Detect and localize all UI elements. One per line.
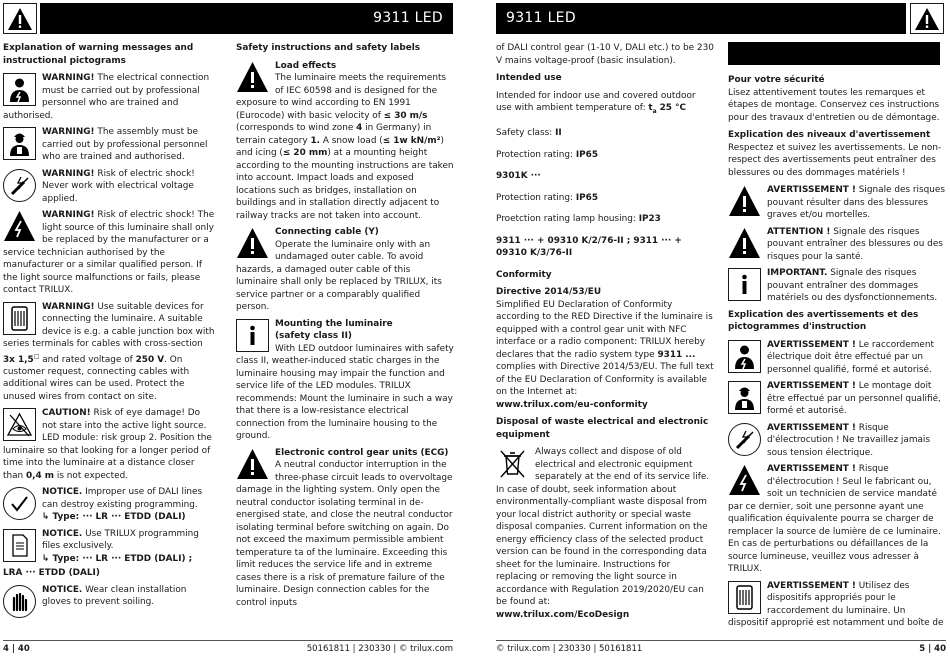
warning-text: Signale des risques pouvant résulter dans des blessures graves et/ou mortelles. — [767, 185, 945, 220]
left-column-2 — [236, 42, 454, 613]
notice-type: ↳ Type: ··· LR ··· ETDD (DALI) ; — [42, 553, 193, 564]
page-number: 4 | 40 — [3, 644, 30, 654]
notice-text: Signale des risques pouvant entraîner des dommages matériels ou des dysfonctionnements. — [767, 268, 938, 303]
connecting-cable-section — [236, 226, 454, 314]
protection-rating-label: Protection rating: — [496, 149, 574, 160]
electrician-icon — [728, 340, 761, 373]
header-title: 9311 LED — [496, 3, 906, 34]
caution-eye-damage — [3, 407, 217, 482]
warning-label: AVERTISSEMENT ! — [767, 339, 856, 350]
left-page — [0, 0, 462, 659]
radio-system-type: 9311 ... — [657, 349, 696, 360]
gloves-icon — [3, 585, 36, 618]
right-page — [494, 0, 950, 659]
body-text: Respectez et suivez les avertissements. Le non-respect des avertissements peut entraîner des blessures ou des dommages matériels ! — [728, 142, 942, 178]
warning-text: Le raccordement électrique doit être effectué par un personnel qualifié, formé et autorisé. — [767, 339, 934, 375]
warning-label: AVERTISSEMENT ! — [767, 185, 856, 195]
section-heading: Safety instructions and safety labels — [236, 43, 421, 53]
wind-zone-value: 4 — [356, 123, 363, 133]
body-text: in Germany) in terrain category — [236, 123, 432, 146]
conformity-link[interactable]: www.trilux.com/eu-conformity — [496, 399, 648, 410]
page-number: 5 | 40 — [919, 644, 946, 654]
waste-section — [496, 446, 714, 609]
screwdriver-voltage-icon — [728, 423, 761, 456]
screwdriver-voltage-icon — [3, 169, 36, 202]
picto-electrical — [728, 339, 946, 377]
icing-value: ≤ 20 mm — [282, 148, 328, 158]
load-effects-section — [236, 60, 454, 223]
warning-triangle-icon — [728, 185, 761, 218]
warning-text: The electrical connection must be carried out by professional personnel who are trained and authorised. — [3, 73, 210, 121]
body-text: ) at a mounting height according to the mounting instructions are taken into account. Impact loads and exposed locations such as bridges, installation on buildings and in stallation directly adjacent to railway tracks are not taken into account. — [236, 148, 454, 221]
warning-text: Risk of electric shock! Never work with electrical voltage applied. — [42, 168, 195, 204]
warning-triangle-icon — [236, 448, 269, 481]
caution-text: Risk of eye damage! Do not stare into the active light source. LED module: risk group 2. Position the luminaire so that looking for a longer period of time into the luminaire at a distance closer than — [3, 408, 212, 481]
warning-label: WARNING! — [42, 127, 95, 137]
levels-heading: Explication des niveaux d'avertissement — [728, 130, 931, 140]
warning-label: AVERTISSEMENT ! — [767, 422, 856, 433]
picto-light-source — [728, 463, 946, 576]
protection-rating-label: Protection rating: — [496, 192, 574, 203]
body-text: Simplified EU Declaration of Conformity according to the RED Directive if the luminaire is equipped with a control gear unit with NFC interface or a radio component: TRILUX hereby declares that the radio system type — [496, 299, 713, 360]
body-text: complies with Directive 2014/53/EU. The full text of the EU Declaration of Conformity is available on the Internet at: — [496, 362, 714, 398]
french-section-bar — [728, 42, 940, 65]
load-effects-title: Load effects — [275, 60, 337, 71]
warning-label: WARNING! — [42, 301, 95, 312]
crossed-bin-icon — [496, 447, 529, 480]
ambient-temp-symbol: t — [648, 103, 653, 113]
technician-icon — [728, 381, 761, 414]
picto-assembly — [728, 380, 946, 418]
document-icon — [3, 529, 36, 562]
terrain-category-value: 1. — [310, 135, 321, 146]
body-text: Intended for indoor use and covered outdoor use with ambient temperature of: — [496, 90, 696, 113]
level-important — [728, 267, 946, 305]
junction-box-icon — [728, 581, 761, 614]
warning-text: and rated voltage of — [42, 354, 133, 365]
warning-text: Risque d'électrocution ! Ne travaillez jamais sous tension électrique. — [767, 422, 930, 458]
warning-text: Risk of electric shock! The light source of this luminaire shall only be replaced by the manufacturer or a service technician authorised by the manufacturer or a similar qualified person. If the light source malfunctions or fails, please contact TRILUX. — [3, 210, 215, 295]
warning-label: AVERTISSEMENT ! — [767, 381, 856, 391]
warning-electrical-connection — [3, 72, 217, 122]
info-icon — [236, 319, 269, 352]
body-text: With LED outdoor luminaires with safety class II, weather-induced static charges in the luminaire housing may impair the function and service life of the LED modules. TRILUX recommends: Mount the luminaire in such a way that there is a low-resistance electrical connection from the luminaire housing to the ground. — [236, 343, 454, 441]
warning-triangle-icon — [236, 227, 269, 260]
warning-assembly — [3, 126, 217, 164]
notice-text: Use TRILUX programming files exclusively. — [42, 528, 199, 552]
section-heading: Explanation of warning messages and instructional pictograms — [3, 43, 194, 66]
pictograms-heading: Explication des avertissements et des pictogrammes d'instruction — [728, 309, 919, 332]
notice-type: ↳ Type: ··· LR ··· ETDD (DALI) — [42, 512, 186, 523]
level-attention — [728, 226, 946, 264]
info-icon — [728, 268, 761, 301]
right-column-1 — [496, 42, 714, 621]
page-footer — [3, 640, 453, 654]
picto-connecting-devices — [728, 580, 946, 630]
warning-text: Le montage doit être effectué par un personnel qualifié, formé et autorisé. — [767, 381, 941, 416]
distance-value: 0,4 m — [26, 470, 55, 481]
body-text: Operate the luminaire only with an undamaged outer cable. To avoid hazards, a damaged outer cable of this luminaire shall only be replaced by TRILUX, its service partner or a comparably qualified person. — [236, 239, 442, 312]
warning-triangle-icon — [236, 61, 269, 94]
warning-triangle-icon — [728, 227, 761, 260]
ambient-temp-value: 25 °C — [659, 103, 686, 113]
ecodesign-link[interactable]: www.trilux.com/EcoDesign — [496, 609, 630, 620]
body-text: The luminaire meets the requirements of IEC 60598 and is designed for the exposure to wind according to EN 1991 (Eurocode) with basic velocity of — [236, 73, 447, 121]
warning-label: AVERTISSEMENT ! — [767, 580, 856, 591]
cross-section-value: 3x 1,5 — [3, 354, 34, 365]
notice-label: IMPORTANT. — [767, 268, 828, 278]
security-heading: Pour votre sécurité — [728, 75, 825, 85]
warning-text: Use suitable devices for connecting the luminaire. A suitable device is e.g. a cable junction box with series terminals for cables with cross-section — [3, 301, 215, 349]
warning-light-source — [3, 209, 217, 297]
unit-superscript: □ — [33, 352, 40, 360]
high-voltage-icon — [3, 210, 36, 243]
warning-voltage — [3, 168, 217, 206]
ecg-title: Electronic control gear units (ECG) — [275, 447, 449, 458]
caution-label: CAUTION! — [42, 408, 91, 419]
footer-reference: 50161811 | 230330 | © trilux.com — [306, 644, 453, 654]
type-numbers: 9311 ··· + 09310 K/2/76-II ; 9311 ··· + 09310 K/3/76-II — [496, 235, 682, 259]
conformity-heading: Conformity — [496, 269, 552, 280]
directive-heading: Directive 2014/53/EU — [496, 287, 602, 298]
warning-text: The assembly must be carried out by professional personnel who are trained and authorised. — [42, 127, 208, 162]
mounting-subtitle: (safety class II) — [275, 331, 352, 341]
body-text: Always collect and dispose of old electrical and electronic equipment separately at the end of its service life. In case of doubt, seek information about environmentally-compliant waste disposal from your local district authority or special waste disposal companies. Current information on the energy efficiency class of the selected product version can be found in the corresponding data sheet for the luminaire. Instructions for replacing or removing the light source in accordance with Regulation 2019/2020/EU can be found at: — [496, 447, 710, 608]
left-column-1 — [3, 42, 217, 623]
safety-class-label: Safety class: — [496, 128, 553, 139]
body-text: A neutral conductor interruption in the three-phase circuit leads to overvoltage damage in the lighting system. Only open the neutral conductor isolating terminal in de-energised state, and close the neutral conductor isolating terminal before switching on again. Do not exceed the maximum permissible ambient temperature ta of the luminaire. Exceeding this limit reduces the service life and in extreme cases there is a risk of premature failure of the luminaire. Design connection cables for the control inputs — [236, 460, 453, 608]
eye-hazard-icon — [3, 408, 36, 441]
warning-text: Utilisez des dispositifs appropriés pour le raccordement du luminaire. Un dispositif approprié est notamment und boîte de — [728, 580, 944, 628]
protection-rating-value: IP23 — [638, 214, 661, 225]
type-number: 9301K ··· — [496, 171, 541, 182]
page-footer — [496, 640, 946, 654]
warning-text: Risque d'électrocution ! Seul le fabricant ou, soit un technicien de service mandaté par ce dernier, soit une personne ayant une qualification équivalente pourra se charger de remplacer la source de lumière de ce luminaire. En cas de perturbations ou défaillances de la source lumineuse, veuillez vous adresser à TRILUX. — [728, 464, 941, 574]
ambient-temp-subscript: a — [652, 107, 657, 115]
header-warning-box — [3, 3, 37, 34]
notice-text: Wear clean installation gloves to prevent soiling. — [42, 584, 187, 608]
right-column-2 — [728, 74, 946, 634]
ecg-section — [236, 447, 454, 610]
header-warning-box — [910, 3, 944, 34]
notice-programming-files — [3, 528, 217, 566]
footer-reference: © trilux.com | 230330 | 50161811 — [496, 644, 643, 654]
warning-label: WARNING! — [42, 73, 95, 83]
header-title: 9311 LED — [40, 3, 453, 34]
caution-text: is not expected. — [56, 470, 129, 481]
notice-dali-lines — [3, 486, 217, 524]
warning-label: WARNING! — [42, 210, 95, 220]
warning-label: WARNING! — [42, 168, 95, 179]
junction-box-icon — [3, 302, 36, 335]
protection-rating-value: IP65 — [575, 192, 599, 203]
protection-rating-label: Proetction rating lamp housing: — [496, 214, 636, 225]
notice-gloves — [3, 584, 217, 619]
waste-heading: Disposal of waste electrical and electronic equipment — [496, 417, 709, 440]
notice-type-continued: LRA ··· ETDD (DALI) — [3, 568, 100, 579]
safety-class-value: II — [555, 128, 562, 139]
checkmark-icon — [3, 487, 36, 520]
notice-label: NOTICE. — [42, 528, 83, 539]
technician-icon — [3, 127, 36, 160]
notice-text: Improper use of DALI lines can destroy existing programming. — [42, 487, 203, 510]
warning-text: . On customer request, connecting cables with additional wires can be used. Protect the unused wires from contact on site. — [3, 354, 190, 402]
warning-triangle-icon — [7, 7, 33, 31]
warning-text: Signale des risques pouvant entraîner des blessures ou des risques pour la santé. — [767, 226, 943, 262]
body-text: ) and icing ( — [236, 135, 444, 158]
body-text: Lisez attentivement toutes les remarques et étapes de montage. Conservez ces instructions pour des travaux d'entretien ou de démontage. — [728, 87, 940, 123]
electrician-icon — [3, 73, 36, 106]
body-text: A snow load ( — [322, 135, 383, 146]
warning-label: ATTENTION ! — [767, 226, 831, 237]
voltage-value: 250 V — [135, 354, 165, 365]
body-text: of DALI control gear (1-10 V, DALI etc.) to be 230 V mains voltage-proof (basic insulation). — [496, 43, 714, 66]
level-avertissement — [728, 184, 946, 222]
intended-use-heading: Intended use — [496, 73, 562, 83]
body-text: (corresponds to wind zone — [236, 123, 354, 133]
warning-label: AVERTISSEMENT ! — [767, 464, 856, 474]
protection-rating-value: IP65 — [575, 149, 599, 160]
picto-voltage — [728, 422, 946, 460]
snow-load-value: ≤ 1w kN/m² — [382, 135, 441, 146]
connecting-cable-title: Connecting cable (Y) — [275, 227, 379, 237]
notice-label: NOTICE. — [42, 487, 83, 498]
mounting-title: Mounting the luminaire — [275, 318, 393, 329]
wind-velocity-value: ≤ 30 m/s — [383, 110, 428, 121]
warning-connecting-devices — [3, 301, 217, 404]
notice-label: NOTICE. — [42, 584, 83, 595]
mounting-section — [236, 318, 454, 443]
warning-triangle-icon — [914, 7, 940, 31]
high-voltage-icon — [728, 464, 761, 497]
